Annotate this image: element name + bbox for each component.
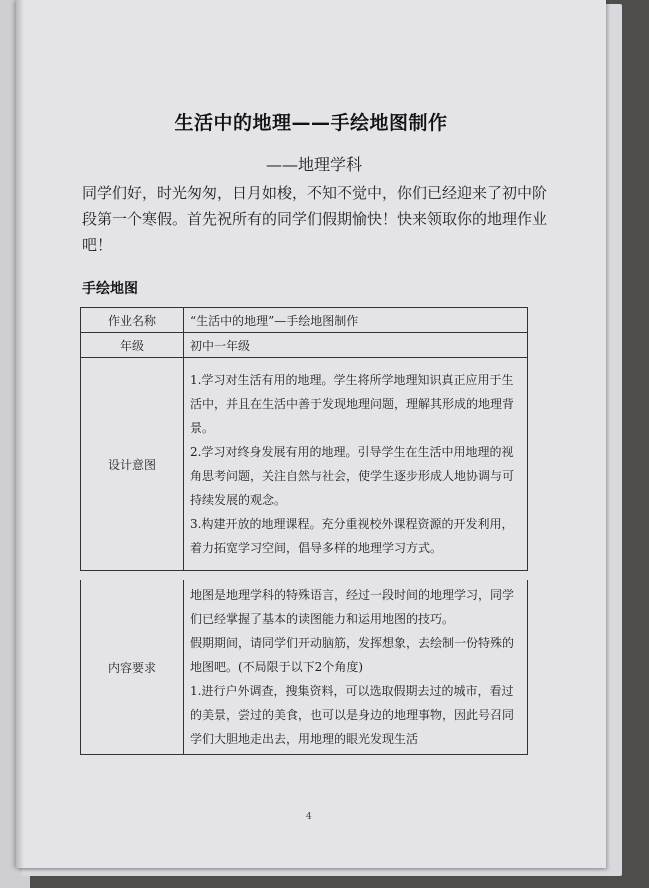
page-number: 4 (306, 812, 312, 822)
document-page (16, 0, 606, 868)
row-value-requirements (184, 580, 528, 755)
row-label-name: 作业名称 (81, 308, 184, 333)
row-value-grade: 初中一年级 (184, 333, 528, 358)
row-value-intent (184, 358, 528, 571)
assignment-table-lower (80, 580, 528, 755)
table-row (81, 333, 528, 358)
row-label-grade: 年级 (81, 333, 184, 358)
table-row (81, 308, 528, 333)
intent-point-2: 2.学习对终身发展有用的地理。引导学生在生活中用地理的视角思考问题，关注自然与社会，使学生逐步形成人地协调与可持续发展的观念。 (190, 445, 515, 507)
section-heading: 手绘地图 (82, 281, 138, 297)
requirement-text-1: 地图是地理学科的特殊语言，经过一段时间的地理学习，同学们已经掌握了基本的读图能力和运用地图的技巧。 (190, 588, 515, 626)
requirement-text-3: 1.进行户外调查，搜集资料，可以选取假期去过的城市，看过的美景，尝过的美食，也可以是身边的地理事物，因此号召同学们大胆地走出去，用地理的眼光发现生活 (190, 684, 515, 746)
table-row (81, 358, 528, 571)
requirement-text-2: 假期期间，请同学们开动脑筋，发挥想象，去绘制一份特殊的地图吧。(不局限于以下2个角度) (190, 636, 515, 674)
document-subtitle: ——地理学科 (266, 155, 363, 174)
table-continuation (80, 580, 528, 772)
row-label-requirements: 内容要求 (81, 580, 184, 755)
assignment-table (80, 307, 528, 571)
intro-paragraph: 同学们好，时光匆匆，日月如梭，不知不觉中，你们已经迎来了初中阶段第一个寒假。首先祝所有的同学们假期愉快！快来领取你的地理作业吧！ (82, 184, 548, 254)
table-row (81, 580, 528, 755)
intent-point-1: 1.学习对生活有用的地理。学生将所学地理知识真正应用于生活中，并且在生活中善于发现地理问题，理解其形成的地理背景。 (190, 373, 515, 435)
row-label-intent: 设计意图 (81, 358, 184, 571)
document-title: 生活中的地理——手绘地图制作 (174, 112, 448, 134)
intent-point-3: 3.构建开放的地理课程。充分重视校外课程资源的开发利用，着力拓宽学习空间，倡导多样的地理学习方式。 (190, 517, 514, 555)
row-value-name: “生活中的地理”—手绘地图制作 (184, 308, 528, 333)
